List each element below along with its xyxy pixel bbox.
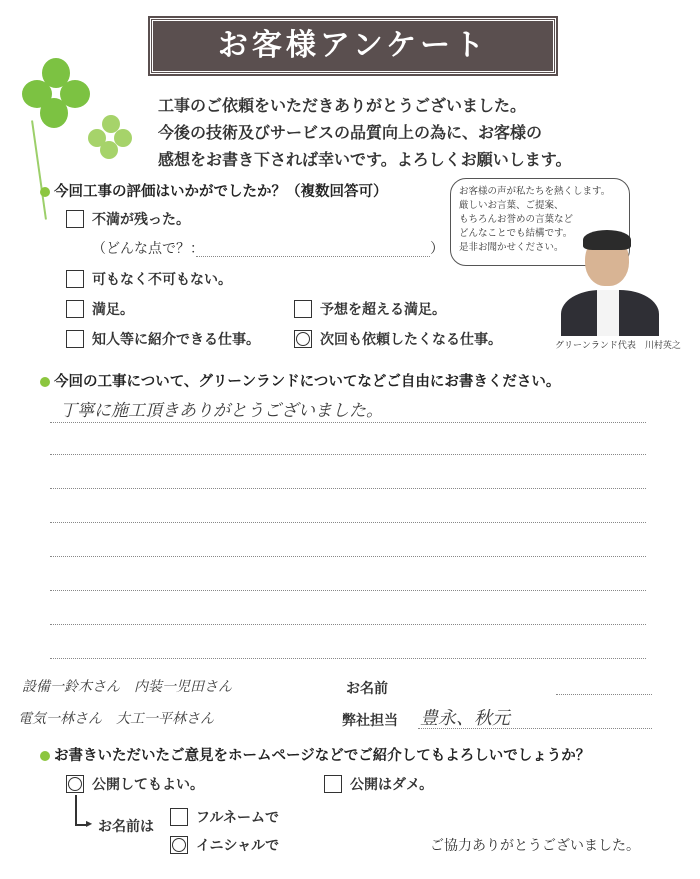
bullet-icon bbox=[40, 187, 50, 197]
arrow-right-icon: ▶ bbox=[86, 819, 93, 828]
option-initial: イニシャルで bbox=[196, 838, 280, 854]
intro-line: 今後の技術及びサービスの品質向上の為に、お客様の bbox=[158, 123, 543, 142]
comment-line[interactable] bbox=[50, 422, 646, 423]
staff-handwritten: 豊永、秋元 bbox=[420, 708, 510, 729]
name-field[interactable] bbox=[556, 694, 652, 695]
detail-line[interactable] bbox=[196, 256, 430, 257]
question-2-label: 今回の工事について、グリーンランドについてなどご自由にお書きください。 bbox=[54, 374, 561, 390]
intro-text bbox=[158, 92, 628, 173]
checkbox-public[interactable] bbox=[66, 775, 84, 793]
handwritten-note: 電気一林さん 大工一平林さん bbox=[18, 711, 214, 727]
comment-line[interactable] bbox=[50, 488, 646, 489]
checkbox-private[interactable] bbox=[324, 775, 342, 793]
comment-line[interactable] bbox=[50, 624, 646, 625]
comment-line[interactable] bbox=[50, 454, 646, 455]
staff-field[interactable] bbox=[418, 728, 652, 729]
option-again: 次回も依頼したくなる仕事。 bbox=[320, 332, 502, 348]
president-caption: グリーンランド代表 川村英之 bbox=[555, 341, 681, 351]
checkbox-unsatisfied[interactable] bbox=[66, 210, 84, 228]
checkbox-initial[interactable] bbox=[170, 836, 188, 854]
question-1 bbox=[40, 180, 388, 201]
name-label: お名前 bbox=[346, 681, 388, 697]
bubble-line: もちろんお誉めの言葉など bbox=[459, 214, 574, 225]
bullet-icon bbox=[40, 751, 50, 761]
checkbox-satisfied[interactable] bbox=[66, 300, 84, 318]
option-detail-label: （どんな点で？： bbox=[92, 241, 204, 257]
bullet-icon bbox=[40, 377, 50, 387]
intro-line: 感想をお書き下されば幸いです。よろしくお願いします。 bbox=[158, 150, 572, 169]
checkbox-fullname[interactable] bbox=[170, 808, 188, 826]
checkbox-again[interactable] bbox=[294, 330, 312, 348]
option-recommend: 知人等に紹介できる仕事。 bbox=[92, 332, 260, 348]
clover-small-icon bbox=[88, 115, 132, 159]
comment-line[interactable] bbox=[50, 522, 646, 523]
option-unsatisfied: 不満が残った。 bbox=[92, 212, 190, 228]
checkbox-recommend[interactable] bbox=[66, 330, 84, 348]
comment-line[interactable] bbox=[50, 658, 646, 659]
page-title: お客様アンケート bbox=[150, 18, 556, 74]
question-3 bbox=[40, 744, 590, 765]
option-detail-close: ） bbox=[430, 241, 444, 257]
option-fullname: フルネームで bbox=[196, 810, 280, 826]
circle-mark-icon bbox=[172, 838, 186, 852]
staff-label: 弊社担当 bbox=[342, 713, 398, 729]
connector-line bbox=[75, 795, 77, 825]
intro-line: 工事のご依頼をいただきありがとうございました。 bbox=[158, 96, 527, 115]
thanks-text: ご協力ありがとうございました。 bbox=[430, 838, 640, 854]
comment-line[interactable] bbox=[50, 590, 646, 591]
question-1-label: 今回工事の評価はいかがでしたか？（複数回答可） bbox=[54, 184, 388, 200]
option-neutral: 可もなく不可もない。 bbox=[92, 272, 232, 288]
bubble-line: どんなことでも結構です。 bbox=[459, 228, 573, 239]
checkbox-exceeded[interactable] bbox=[294, 300, 312, 318]
bubble-line: お客様の声が私たちを熱くします。 bbox=[459, 186, 611, 197]
option-satisfied: 満足。 bbox=[92, 302, 134, 318]
option-private: 公開はダメ。 bbox=[350, 777, 434, 793]
bubble-line: 是非お聞かせください。 bbox=[459, 242, 564, 253]
bubble-line: 厳しいお言葉、ご提案、 bbox=[459, 200, 564, 211]
president-photo bbox=[555, 228, 665, 336]
circle-mark-icon bbox=[68, 777, 82, 791]
question-2 bbox=[40, 370, 560, 391]
handwritten-note: 設備一鈴木さん 内装一児田さん bbox=[22, 679, 232, 695]
question-3-label: お書きいただいたご意見をホームページなどでご紹介してもよろしいでしょうか？ bbox=[54, 748, 591, 764]
option-exceeded: 予想を超える満足。 bbox=[320, 302, 446, 318]
comment-line[interactable] bbox=[50, 556, 646, 557]
comment-handwritten: 丁寧に施工頂きありがとうございました。 bbox=[60, 401, 383, 421]
option-public: 公開してもよい。 bbox=[92, 777, 204, 793]
name-is-label: お名前は bbox=[98, 819, 154, 835]
checkbox-neutral[interactable] bbox=[66, 270, 84, 288]
circle-mark-icon bbox=[296, 332, 310, 346]
